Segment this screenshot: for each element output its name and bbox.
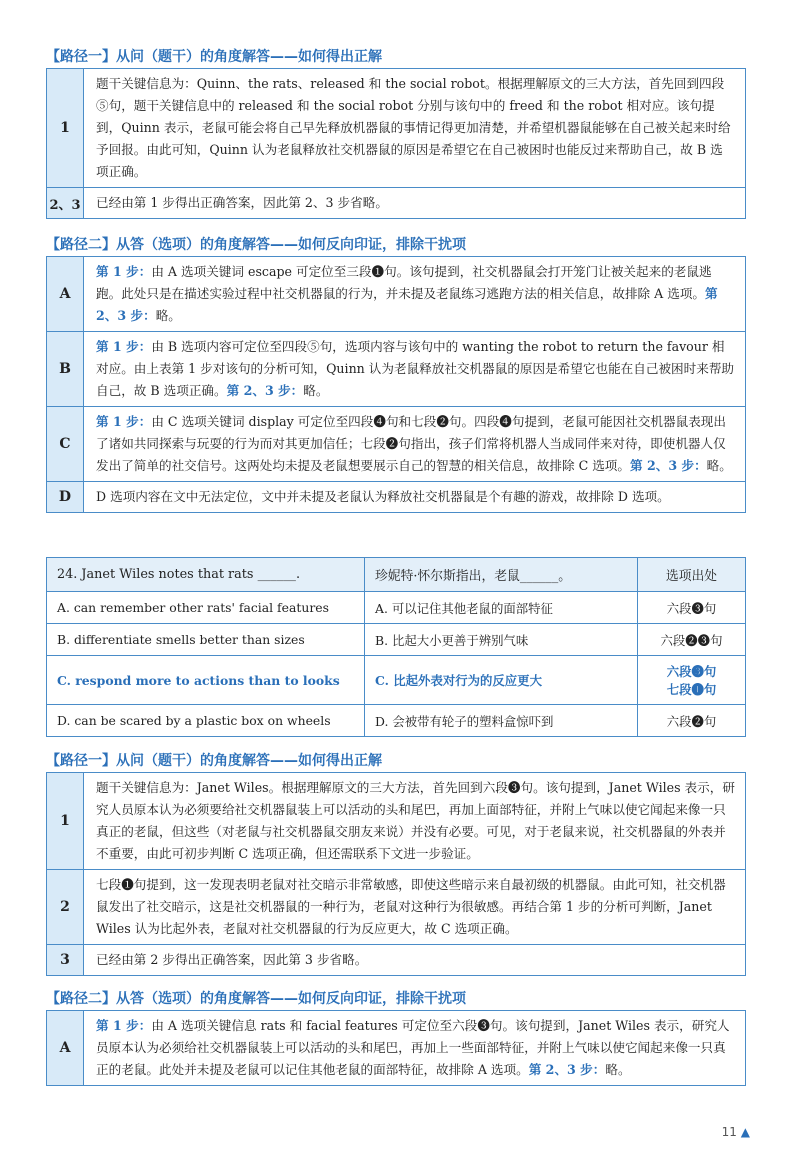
route1-table-q23 <box>46 68 746 219</box>
route1-title-q23: 【路径一】从问（题干）的角度解答——如何得出正解 <box>46 49 382 65</box>
step-text: 题干关键信息为：Quinn、the rats、released 和 the social robot。根据理解原文的三大方法，首先回到四段⑤句，题干关键信息中的 released 和 the social robot 分别与该句中的 freed 和 the robot 相对应。该句提到，Quinn 表示，老鼠可能会将自己早先释放机器鼠的事情记得更加清楚，并希望机器鼠能够在自己被关起来时给予回报。由此可知，Quinn 认为老鼠释放社交机器鼠的原因是希望它在自己被困时也能反过来帮助自己，故 B 选项正确。 <box>84 69 746 188</box>
route2-table-q23 <box>46 256 746 513</box>
option-label: A <box>47 1011 84 1086</box>
route1-title-q24: 【路径一】从问（题干）的角度解答——如何得出正解 <box>46 753 382 769</box>
analysis-body: 由 B 选项内容可定位至四段⑤句，选项内容与该句中的 wanting the robot to return the favour 相对应。由上表第 1 步对该句的分析可知，Quinn 认为老鼠释放社交机器鼠的原因是希望它也能在自己被困时来帮助自己，故 B 选项正确。 <box>96 339 735 398</box>
option-analysis <box>84 1011 746 1086</box>
table-header-row <box>47 558 746 592</box>
question-stem-cn: 珍妮特·怀尔斯指出，老鼠______。 <box>365 558 638 592</box>
analysis-tail: 略。 <box>303 383 329 398</box>
analysis-body: 由 A 选项关键信息 rats 和 facial features 可定位至六段❸句。该句提到，Janet Wiles 表示，研究人员原本认为必须给社交机器鼠装上可以活动的头和尾巴，再加上一些面部特征，并附上气味以使它闻起来像一只真正的老鼠。此处并未提及老鼠可以记住其他老鼠的面部特征，故排除 A 选项。 <box>96 1018 730 1077</box>
option-cn: C. 比起外表对行为的反应更大 <box>365 656 638 705</box>
source-line: 七段❶句 <box>666 682 717 697</box>
option-label: D <box>47 482 84 513</box>
option-en: C. respond more to actions than to looks <box>47 656 365 705</box>
table-row <box>47 332 746 407</box>
option-cn: D. 会被带有轮子的塑料盒惊吓到 <box>365 705 638 737</box>
option-analysis <box>84 257 746 332</box>
page-number <box>722 1125 750 1139</box>
step-text: 题干关键信息为：Janet Wiles。根据理解原文的三大方法，首先回到六段❸句。该句提到，Janet Wiles 表示，研究人员原本认为必须要给社交机器鼠装上可以活动的头和尾巴，再加上面部特征，并附上气味以使它闻起来像一只真正的老鼠，但这些（对老鼠与社交机器鼠交朋友来说）并没有必要。可见，对于老鼠来说，社交机器鼠的外表并不重要，由此可初步判断 C 选项正确，但还需联系下文进一步验证。 <box>84 773 746 870</box>
route2-title-q24: 【路径二】从答（选项）的角度解答——如何反向印证，排除干扰项 <box>46 991 466 1007</box>
option-cn: A. 可以记住其他老鼠的面部特征 <box>365 592 638 624</box>
table-row <box>47 624 746 656</box>
option-source: 六段❷句 <box>638 705 746 737</box>
option-source: 六段❷❸句 <box>638 624 746 656</box>
route2-title-q23: 【路径二】从答（选项）的角度解答——如何反向印证，排除干扰项 <box>46 237 466 253</box>
option-label: B <box>47 332 84 407</box>
table-row <box>47 188 746 219</box>
step23-tag: 第 2、3 步： <box>96 286 718 323</box>
step23-tag: 第 2、3 步： <box>630 458 707 473</box>
step1-tag: 第 1 步： <box>96 1018 152 1033</box>
analysis-tail: 略。 <box>605 1062 631 1077</box>
table-row <box>47 773 746 870</box>
option-source: 六段❸句 <box>638 592 746 624</box>
step1-tag: 第 1 步： <box>96 264 152 279</box>
table-row <box>47 592 746 624</box>
route2-table-q24 <box>46 1010 746 1086</box>
step-label: 1 <box>47 69 84 188</box>
table-row-correct <box>47 656 746 705</box>
step-label: 3 <box>47 945 84 976</box>
table-row <box>47 257 746 332</box>
step1-tag: 第 1 步： <box>96 339 152 354</box>
option-label: A <box>47 257 84 332</box>
option-en: A. can remember other rats' facial features <box>47 592 365 624</box>
step23-tag: 第 2、3 步： <box>528 1062 606 1077</box>
analysis-tail: 略。 <box>155 308 181 323</box>
option-source <box>638 656 746 705</box>
route1-table-q24 <box>46 772 746 976</box>
table-row <box>47 1011 746 1086</box>
book-icon: ▲ <box>740 1125 750 1139</box>
step1-tag: 第 1 步： <box>96 414 152 429</box>
option-analysis <box>84 332 746 407</box>
analysis-body: 由 A 选项关键词 escape 可定位至三段❶句。该句提到，社交机器鼠会打开笼门让被关起来的老鼠逃跑。此处只是在描述实验过程中社交机器鼠的行为，并未提及老鼠练习逃跑方法的相关信息，故排除 A 选项。 <box>96 264 712 301</box>
table-row <box>47 482 746 513</box>
option-cn: B. 比起大小更善于辨别气味 <box>365 624 638 656</box>
page-number-text: 11 <box>721 1125 737 1139</box>
step-label: 1 <box>47 773 84 870</box>
analysis-body: 由 C 选项关键词 display 可定位至四段❹句和七段❷句。四段❹句提到，老鼠可能因社交机器鼠表现出了诸如共同探索与玩耍的行为而对其更加信任；七段❷句指出，孩子们常将机器人当成同伴来对待，即使机器人仅发出了简单的社交信号。这两处均未提及老鼠想要展示自己的智慧的相关信息，故排除 C 选项。 <box>96 414 726 473</box>
option-en: B. differentiate smells better than sizes <box>47 624 365 656</box>
table-row <box>47 870 746 945</box>
source-line: 六段❸句 <box>666 664 717 679</box>
step-text: 已经由第 1 步得出正确答案，因此第 2、3 步省略。 <box>84 188 746 219</box>
table-row <box>47 945 746 976</box>
source-column-header: 选项出处 <box>638 558 746 592</box>
step23-tag: 第 2、3 步： <box>226 383 304 398</box>
option-analysis <box>84 407 746 482</box>
table-row <box>47 705 746 737</box>
step-label: 2、3 <box>47 188 84 219</box>
table-row <box>47 69 746 188</box>
option-label: C <box>47 407 84 482</box>
option-analysis: D 选项内容在文中无法定位，文中并未提及老鼠认为释放社交机器鼠是个有趣的游戏，故排除 D 选项。 <box>84 482 746 513</box>
step-text: 已经由第 2 步得出正确答案，因此第 3 步省略。 <box>84 945 746 976</box>
analysis-tail: 略。 <box>706 458 732 473</box>
question-24-table <box>46 557 746 737</box>
question-stem-en: 24. Janet Wiles notes that rats ______. <box>47 558 365 592</box>
option-en: D. can be scared by a plastic box on wheels <box>47 705 365 737</box>
step-text: 七段❶句提到，这一发现表明老鼠对社交暗示非常敏感，即使这些暗示来自最初级的机器鼠。由此可知，社交机器鼠发出了社交暗示，这是社交机器鼠的一种行为，老鼠对这种行为很敏感。再结合第 1 步的分析可判断，Janet Wiles 认为比起外表，老鼠对社交机器鼠的行为反应更大，故 C 选项正确。 <box>84 870 746 945</box>
step-label: 2 <box>47 870 84 945</box>
table-row <box>47 407 746 482</box>
